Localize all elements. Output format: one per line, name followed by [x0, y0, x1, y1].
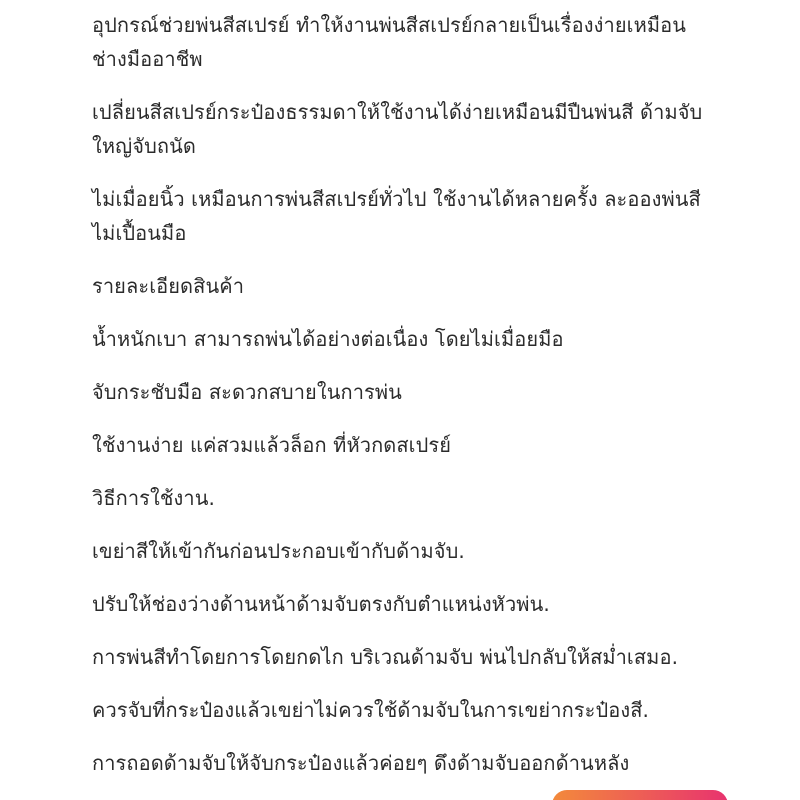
section-heading-product-details: รายละเอียดสินค้า — [92, 274, 245, 298]
usage-step: ควรจับที่กระป๋องแล้วเขย่าไม่ควรใช้ด้ามจับในการเขย่ากระป๋องสี. — [92, 698, 650, 722]
usage-step: การถอดด้ามจับให้จับกระป๋องแล้วค่อยๆ ดึงด้ามจับออกด้านหลัง — [92, 751, 630, 775]
feature-item: จับกระชับมือ สะดวกสบายในการพ่น — [92, 380, 402, 404]
usage-step: การพ่นสีทำโดยการโดยกดไก บริเวณด้ามจับ พ่นไปกลับให้สม่ำเสมอ. — [92, 645, 679, 669]
usage-step: เขย่าสีให้เข้ากันก่อนประกอบเข้ากับด้ามจับ. — [92, 539, 465, 563]
description-paragraph: ไม่เมื่อยนิ้ว เหมือนการพ่นสีสเปรย์ทั่วไป ใช้งานได้หลายครั้ง ละอองพ่นสีไม่เปื้อนมือ — [92, 187, 701, 245]
floating-action-button[interactable] — [552, 790, 728, 800]
feature-item: ใช้งานง่าย แค่สวมแล้วล็อก ที่หัวกดสเปรย์ — [92, 433, 452, 457]
description-paragraph: อุปกรณ์ช่วยพ่นสีสเปรย์ ทำให้งานพ่นสีสเปรย์กลายเป็นเรื่องง่ายเหมือนช่างมืออาชีพ — [92, 13, 687, 71]
product-description — [92, 8, 712, 799]
section-heading-usage: วิธีการใช้งาน. — [92, 486, 215, 510]
usage-step: ปรับให้ช่องว่างด้านหน้าด้ามจับตรงกับตำแหน่งหัวพ่น. — [92, 592, 550, 616]
feature-item: น้ำหนักเบา สามารถพ่นได้อย่างต่อเนื่อง โดยไม่เมื่อยมือ — [92, 327, 564, 351]
description-paragraph: เปลี่ยนสีสเปรย์กระป๋องธรรมดาให้ใช้งานได้ง่ายเหมือนมีปืนพ่นสี ด้ามจับใหญ่จับถนัด — [92, 100, 703, 158]
